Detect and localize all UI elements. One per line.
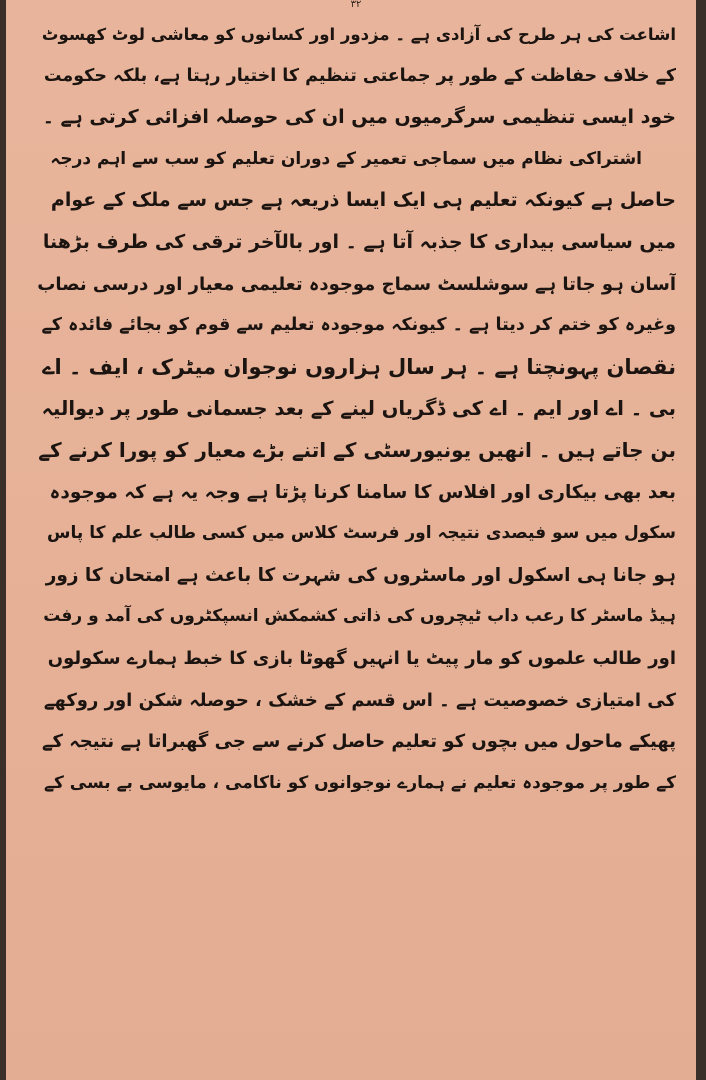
text-line: اور طالب علموں کو مار پیٹ یا انہیں گھوٹا بازی کا خبط ہمارے سکولوں xyxy=(47,647,676,669)
text-line: اشاعت کی ہر طرح کی آزادی ہے ۔ مزدور اور کسانوں کو معاشی لوٹ کھسوٹ xyxy=(41,25,676,44)
text-line: ہیڈ ماسٹر کا رعب داب ٹیچروں کی ذاتی کشمکش انسپکٹروں کی آمد و رفت xyxy=(43,606,676,627)
text-line: وغیرہ کو ختم کر دیتا ہے ۔ کیونکہ موجودہ تعلیم سے قوم کو بجائے فائدہ کے xyxy=(41,315,676,336)
text-line: ہو جانا ہی اسکول اور ماسٹروں کی شہرت کا باعث ہے امتحان کا زور xyxy=(45,564,676,586)
text-line: میں سیاسی بیداری کا جذبہ آتا ہے ۔ اور بالآخر ترقی کی طرف بڑھنا xyxy=(42,230,676,253)
text-line: کے طور پر موجودہ تعلیم نے ہمارے نوجوانوں کو ناکامی ، مایوسی بے بسی کے xyxy=(44,772,676,793)
body-text xyxy=(36,14,676,804)
text-line: اشتراکی نظام میں سماجی تعمیر کے دوران تعلیم کو سب سے اہم درجہ xyxy=(50,148,642,169)
text-line: بی ۔ اے اور ایم ۔ اے کی ڈگریاں لینے کے بعد جسمانی طور پر دیوالیہ xyxy=(41,397,676,421)
text-line: بعد بھی بیکاری اور افلاس کا سامنا کرنا پڑتا ہے وجہ یہ ہے کہ موجودہ xyxy=(49,481,676,503)
text-line: نقصان پہونچتا ہے ۔ ہر سال ہزاروں نوجوان میٹرک ، ایف ۔ اے xyxy=(42,354,676,379)
text-line: خود ایسی تنظیمی سرگرمیوں میں ان کی حوصلہ افزائی کرتی ہے ۔ xyxy=(42,106,676,129)
text-line: کے خلاف حفاظت کے طور پر جماعتی تنظیم کا اختیار رہتا ہے، بلکہ حکومت xyxy=(43,65,676,86)
text-line: حاصل ہے کیونکہ تعلیم ہی ایک ایسا ذریعہ ہے جس سے ملک کے عوام xyxy=(50,189,676,212)
text-line: سکول میں سو فیصدی نتیجہ اور فرسٹ کلاس میں کسی طالب علم کا پاس xyxy=(47,523,676,544)
text-line: آسان ہو جاتا ہے سوشلسٹ سماج موجودہ تعلیمی معیار اور درسی نصاب xyxy=(37,273,676,295)
text-line: بن جاتے ہیں ۔ انھیں یونیورسٹی کے اتنے بڑے معیار کو پورا کرنے کے xyxy=(38,437,676,462)
text-line: کی امتیازی خصوصیت ہے ۔ اس قسم کے خشک ، حوصلہ شکن اور روکھے xyxy=(43,689,676,711)
text-line: پھیکے ماحول میں بچوں کو تعلیم حاصل کرنے سے جی گھبراتا ہے نتیجہ کے xyxy=(41,731,676,753)
page-number: ۳۲ xyxy=(350,0,362,10)
